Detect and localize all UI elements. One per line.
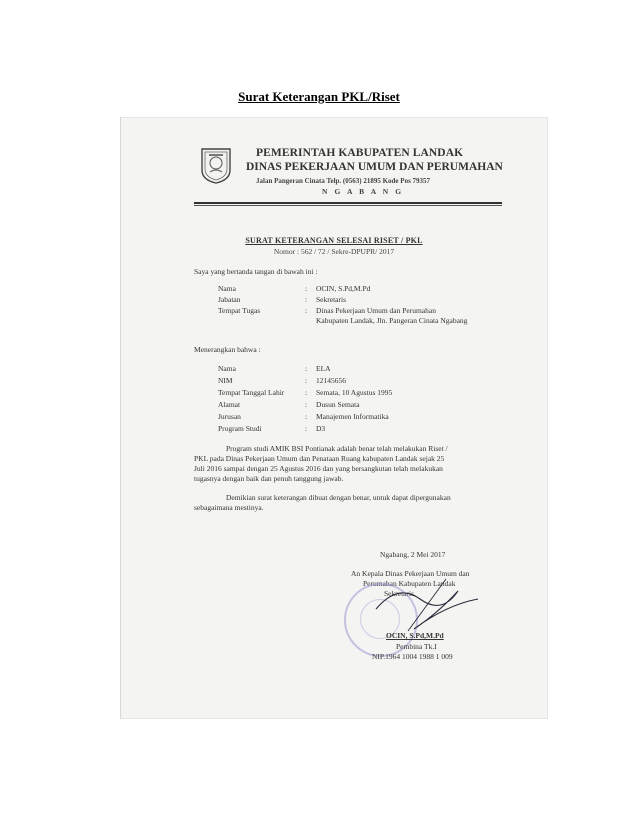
signer-name-value: OCIN, S.Pd,M.Pd [316, 284, 371, 293]
intro-text: Saya yang bertanda tangan di bawah ini : [194, 267, 318, 276]
student-birth-value: Semata, 10 Agustus 1995 [316, 388, 393, 397]
signatory-rank: Pembina Tk.I [396, 642, 437, 651]
place-date: Ngabang, 2 Mei 2017 [380, 550, 446, 559]
statement-line-1: Program studi AMIK BSI Pontianak adalah benar telah melakukan Riset / [226, 444, 448, 453]
signer-office-value: Dinas Pekerjaan Umum dan Perumahan [316, 306, 436, 315]
student-nim-value: 12145656 [316, 376, 346, 385]
letterhead [194, 145, 514, 195]
letter-number: Nomor : 562 / 72 / Sekre-DPUPR/ 2017 [273, 247, 395, 256]
signatory-title-line2: Perumahan Kabupaten Landak [363, 579, 456, 588]
signer-office-value-line2: Kabupaten Landak, Jln. Pangeran Cinata Ngabang [316, 316, 468, 325]
student-name-value: ELA [316, 364, 331, 373]
regency-crest-icon [200, 146, 232, 184]
student-name-label: Nama [218, 364, 236, 373]
statement-line-4: tugasnya dengan baik dan penuh tanggung jawab. [194, 474, 344, 483]
student-birth-label: Tempat Tanggal Lahir [218, 388, 285, 397]
handwritten-signature [368, 569, 488, 639]
letter-title: SURAT KETERANGAN SELESAI RISET / PKL [245, 236, 423, 245]
student-program-label: Program Studi [218, 424, 262, 433]
page-caption: Surat Keterangan PKL/Riset [238, 89, 400, 104]
signer-name-label: Nama [218, 284, 236, 293]
closing-line-2: sebagaimana mestinya. [194, 503, 264, 512]
student-major-label: Jurusan [218, 412, 241, 421]
letterhead-rule [194, 202, 502, 204]
signatory-nip: NIP.1964 1004 1988 1 009 [372, 652, 453, 661]
letterhead-city: N G A B A N G [322, 187, 404, 196]
scanned-letter: PEMERINTAH KABUPATEN LANDAK DINAS PEKERJAAN UMUM DAN PERUMAHAN Jalan Pangeran Cinata Telp. (0563) 21895 Kode Pos 79357 N G A B A N G SURAT KETERANGAN SELESAI RISET / PKL Nomor : 562 / 72 / Sekre-DPUPR/ 2017 Saya yang bertanda tangan di bawah ini : Nama : OCIN, S.Pd,M.Pd Jabatan : Sekretaris Tempat Tugas : Dinas Pekerjaan Umum dan Perumahan Kabupaten Landak, Jln. Pangeran Cinata Ngabang Menerangkan bahwa : Nama : ELA NIM : 12145656 Tempat Tanggal Lahir : Semata, 10 Agustus 1995 Alamat : Dusun Semata Jurusan : Manajemen Informatika Program Studi : D3 Program studi AMIK BSI Pontianak adalah benar telah melakukan Riset / PKL pada Dinas Pekerjaan Umum dan Penataan Ruang kabupaten Landak sejak 25 Juli 2016 sampai dengan 25 Agustus 2016 dan yang bersangkutan telah melakukan tugasnya dengan baik dan penuh tanggung jawab. Demikian surat keterangan dibuat dengan benar, untuk dapat dipergunakan sebagaimana mestinya. Ngabang, 2 Mei 2017 An Kepala Dinas Pekerjaan Umum dan Perumahan Kabupaten Landak Sekretaris, OCIN, S.Pd,M.Pd Pembina Tk.I NIP.1964 1004 1988 1 009 [120, 117, 548, 719]
signatory-title-line1: An Kepala Dinas Pekerjaan Umum dan [351, 569, 470, 578]
letterhead-address: Jalan Pangeran Cinata Telp. (0563) 21895 Kode Pos 79357 [256, 177, 431, 185]
letterhead-department: DINAS PEKERJAAN UMUM DAN PERUMAHAN [246, 161, 503, 173]
signatory-title-line3: Sekretaris, [384, 589, 416, 598]
closing-line-1: Demikian surat keterangan dibuat dengan benar, untuk dapat dipergunakan [226, 493, 451, 502]
signer-position-label: Jabatan [218, 295, 241, 304]
student-major-value: Manajemen Informatika [316, 412, 389, 421]
signer-office-label: Tempat Tugas [218, 306, 261, 315]
student-address-value: Dusun Semata [316, 400, 360, 409]
letterhead-rule-thin [194, 205, 502, 206]
student-program-value: D3 [316, 424, 326, 433]
student-nim-label: NIM [218, 376, 233, 385]
statement-line-2: PKL pada Dinas Pekerjaan Umum dan Penataan Ruang kabupaten Landak sejak 25 [194, 454, 445, 463]
letterhead-government: PEMERINTAH KABUPATEN LANDAK [256, 147, 464, 159]
student-address-label: Alamat [218, 400, 241, 409]
signatory-name: OCIN, S.Pd,M.Pd [386, 631, 444, 640]
statement-line-3: Juli 2016 sampai dengan 25 Agustus 2016 dan yang bersangkutan telah melakukan [194, 464, 443, 473]
signer-position-value: Sekretaris [316, 295, 346, 304]
declare-text: Menerangkan bahwa : [194, 345, 261, 354]
